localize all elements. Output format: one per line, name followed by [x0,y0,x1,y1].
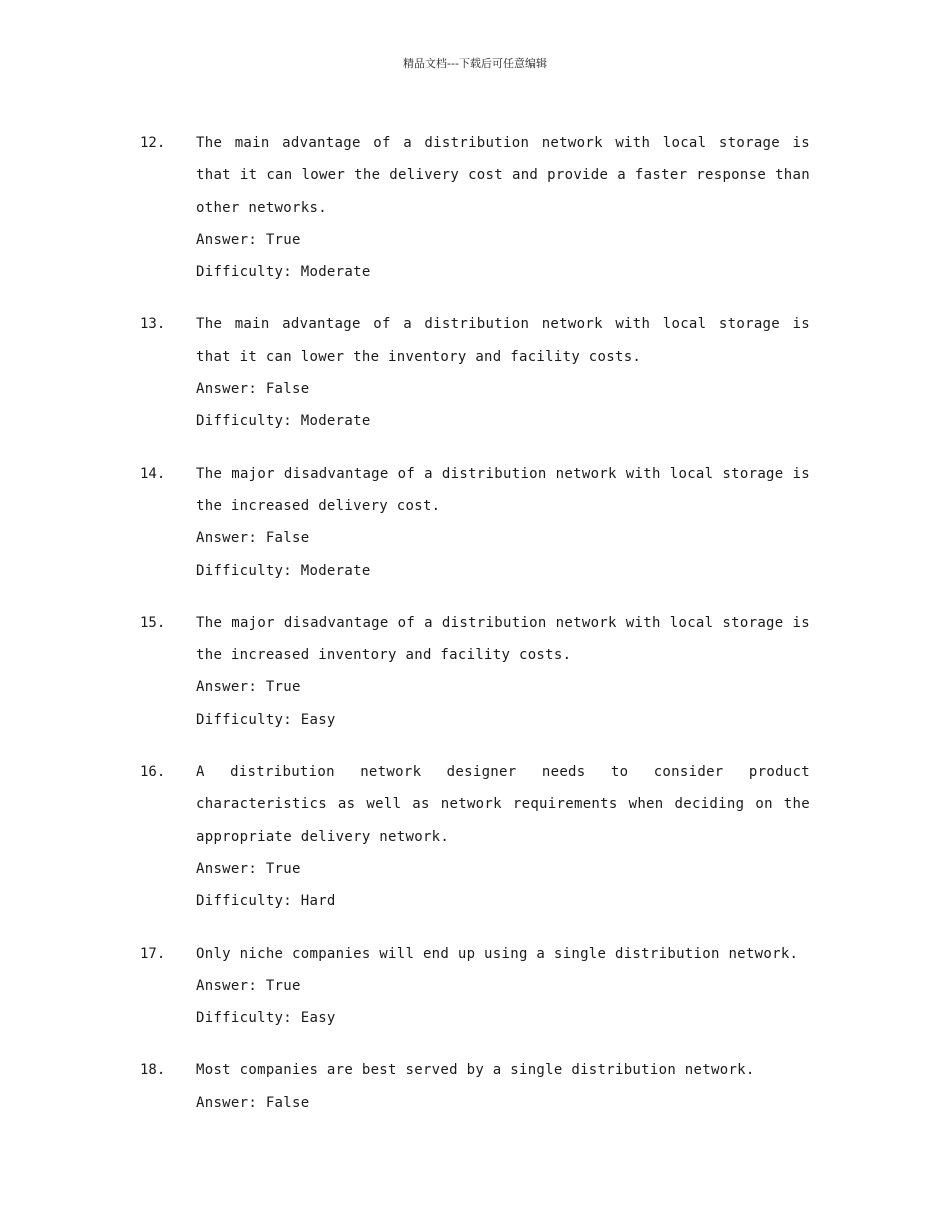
difficulty-line: Difficulty: Moderate [196,413,371,430]
question-item [140,127,810,288]
question-body [196,938,810,1035]
question-body [196,127,810,288]
question-item [140,308,810,437]
difficulty-line: Difficulty: Easy [196,711,336,728]
question-item [140,938,810,1035]
answer-line: Answer: False [196,530,310,547]
question-text: Most companies are best served by a single distribution network. [196,1062,755,1079]
answer-line: Answer: True [196,679,301,696]
answer-line: Answer: True [196,977,301,994]
question-body [196,458,810,587]
answer-line: Answer: True [196,231,301,248]
difficulty-line: Difficulty: Moderate [196,264,371,281]
question-item [140,458,810,587]
question-number: 14. [140,465,166,482]
difficulty-line: Difficulty: Hard [196,893,336,910]
question-text: A distribution network designer needs to consider product characteristics as well as network requirements when deciding on the appropriate delivery network. [196,764,810,845]
question-body [196,756,810,917]
question-number: 17. [140,945,166,962]
difficulty-line: Difficulty: Easy [196,1010,336,1027]
question-number: 12. [140,135,166,151]
question-body [196,308,810,437]
question-item [140,1054,810,1119]
question-list [140,127,810,1139]
question-text: The major disadvantage of a distribution network with local storage is the increased delivery cost. [196,465,810,514]
question-number: 18. [140,1062,166,1079]
question-text: The main advantage of a distribution network with local storage is that it can lower the delivery cost and provide a faster response than other networks. [196,135,810,216]
page-header: 精品文档---下载后可任意编辑 [403,57,547,70]
question-text: Only niche companies will end up using a single distribution network. [196,945,799,962]
question-number: 15. [140,614,166,631]
question-number: 13. [140,316,166,333]
answer-line: Answer: False [196,1094,310,1111]
question-item [140,607,810,736]
question-number: 16. [140,764,166,781]
question-item [140,756,810,917]
answer-line: Answer: True [196,860,301,877]
question-text: The major disadvantage of a distribution network with local storage is the increased inventory and facility costs. [196,614,810,664]
question-body [196,1054,810,1119]
question-body [196,607,810,736]
question-text: The main advantage of a distribution network with local storage is that it can lower the inventory and facility costs. [196,316,810,365]
answer-line: Answer: False [196,381,310,398]
difficulty-line: Difficulty: Moderate [196,562,371,579]
